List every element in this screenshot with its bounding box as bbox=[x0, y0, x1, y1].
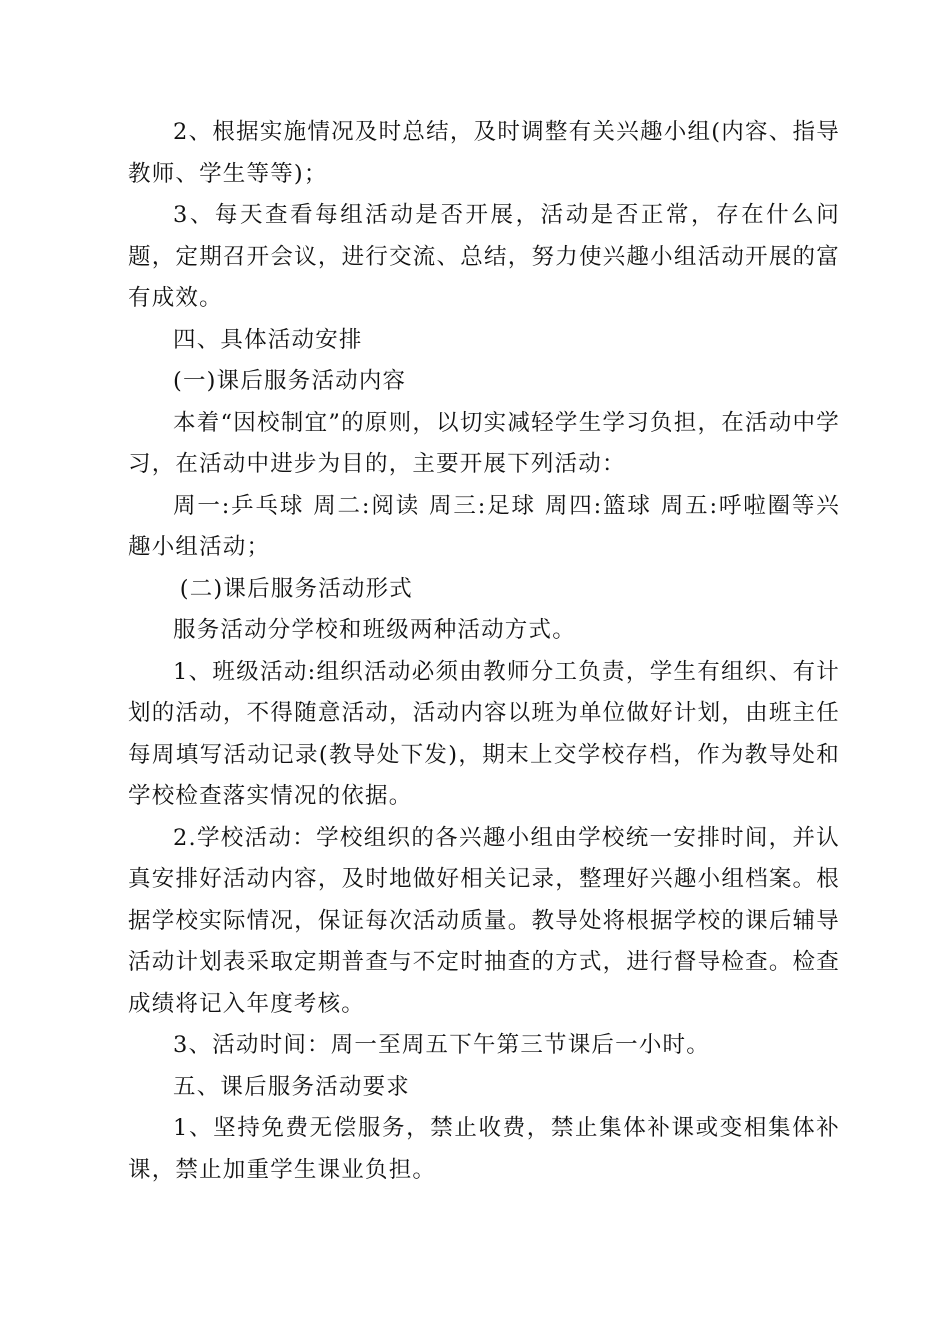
paragraph-class-activities: 1、班级活动:组织活动必须由教师分工负责，学生有组织、有计划的活动，不得随意活动，活动内容以班为单位做好计划，由班主任每周填写活动记录(教导处下发)，期末上交学校存档，作为教导处和学校检查落实情况的依据。 bbox=[128, 658, 840, 809]
paragraph-weekly-activities: 周一:乒乓球 周二:阅读 周三:足球 周四:篮球 周五:呼啦圈等兴趣小组活动； bbox=[128, 492, 840, 560]
section-heading-requirements: 五、课后服务活动要求 bbox=[173, 1073, 411, 1100]
paragraph-free-service: 1、坚持免费无偿服务，禁止收费，禁止集体补课或变相集体补课，禁止加重学生课业负担。 bbox=[128, 1115, 840, 1183]
document-page bbox=[128, 112, 840, 1191]
section-heading-activity-schedule: 四、具体活动安排 bbox=[173, 326, 363, 353]
paragraph-principle: 本着“因校制宜”的原则，以切实减轻学生学习负担，在活动中学习，在活动中进步为目的，主要开展下列活动： bbox=[128, 409, 840, 477]
paragraph-summary-adjust: 2、根据实施情况及时总结，及时调整有关兴趣小组(内容、指导教师、学生等等)； bbox=[128, 119, 840, 187]
subheading-activity-form: (二)课后服务活动形式 bbox=[179, 575, 414, 602]
paragraph-activity-modes: 服务活动分学校和班级两种活动方式。 bbox=[173, 617, 576, 643]
subheading-activity-content: (一)课后服务活动内容 bbox=[173, 368, 407, 394]
paragraph-school-activities: 2.学校活动：学校组织的各兴趣小组由学校统一安排时间，并认真安排好活动内容，及时地做好相关记录，整理好兴趣小组档案。根据学校实际情况，保证每次活动质量。教导处将根据学校的课后辅导活动计划表采取定期普查与不定时抽查的方式，进行督导检查。检查成绩将记入年度考核。 bbox=[128, 824, 840, 1017]
paragraph-daily-check: 3、每天查看每组活动是否开展，活动是否正常，存在什么问题，定期召开会议，进行交流、总结，努力使兴趣小组活动开展的富有成效。 bbox=[128, 202, 840, 311]
paragraph-activity-time: 3、活动时间：周一至周五下午第三节课后一小时。 bbox=[173, 1032, 710, 1058]
